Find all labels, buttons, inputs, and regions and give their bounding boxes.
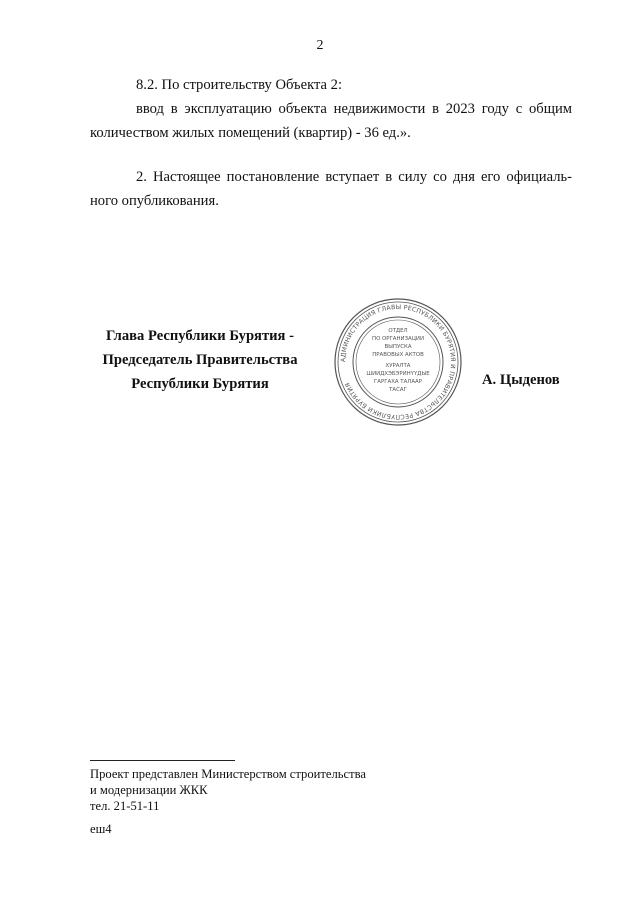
seal-center-text xyxy=(366,328,430,393)
svg-text:ПО ОРГАНИЗАЦИИ: ПО ОРГАНИЗАЦИИ xyxy=(372,336,424,342)
svg-text:ШИИДХЭБЭРИНҮҮДЫЕ: ШИИДХЭБЭРИНҮҮДЫЕ xyxy=(366,371,430,377)
signatory-title xyxy=(95,324,305,396)
seal-rings xyxy=(335,299,461,425)
svg-text:ОТДЕЛ: ОТДЕЛ xyxy=(388,328,408,334)
svg-text:ХУРАЛТА: ХУРАЛТА xyxy=(385,363,411,369)
point-2-line1: 2. Настоящее постановление вступает в силу со дня его официаль- xyxy=(136,169,572,185)
signatory-title-line1: Глава Республики Бурятия - xyxy=(106,328,294,344)
signatory-name: А. Цыденов xyxy=(482,372,560,388)
footnote-line2: и модернизации ЖКК xyxy=(90,783,208,797)
item-8-2 xyxy=(90,73,572,145)
seal-ring-text: АДМИНИСТРАЦИЯ ГЛАВЫ РЕСПУБЛИКИ БУРЯТИЯ И ПРАВИТЕЛЬСТВА РЕСПУБЛИКИ БУРЯТИЯ xyxy=(339,303,457,421)
signatory-title-line3: Республики Бурятия xyxy=(131,376,269,392)
footnote-line1: Проект представлен Министерством строительства xyxy=(90,767,366,781)
point-2 xyxy=(90,165,572,213)
svg-text:ПРАВОВЫХ АКТОВ: ПРАВОВЫХ АКТОВ xyxy=(372,352,424,358)
item-8-2-text-line1: ввод в эксплуатацию объекта недвижимости в 2023 году с общим xyxy=(136,101,572,117)
document-code: еш4 xyxy=(90,822,112,836)
footnote xyxy=(90,766,366,814)
footnote-divider xyxy=(90,760,235,761)
svg-text:ТАСАГ: ТАСАГ xyxy=(389,387,407,393)
official-seal xyxy=(332,296,464,428)
signatory-title-line2: Председатель Правительства xyxy=(102,352,298,368)
item-8-2-text-line2: количеством жилых помещений (квартир) - 36 ед.». xyxy=(90,125,411,141)
page-number: 2 xyxy=(316,38,324,53)
point-2-line2: ного опубликования. xyxy=(90,193,219,209)
item-8-2-heading: 8.2. По строительству Объекта 2: xyxy=(136,77,343,93)
footnote-phone: тел. 21-51-11 xyxy=(90,799,160,813)
svg-text:ВЫПУСКА: ВЫПУСКА xyxy=(384,344,412,350)
svg-text:ГАРГАХА ТАЛААР: ГАРГАХА ТАЛААР xyxy=(374,379,422,385)
